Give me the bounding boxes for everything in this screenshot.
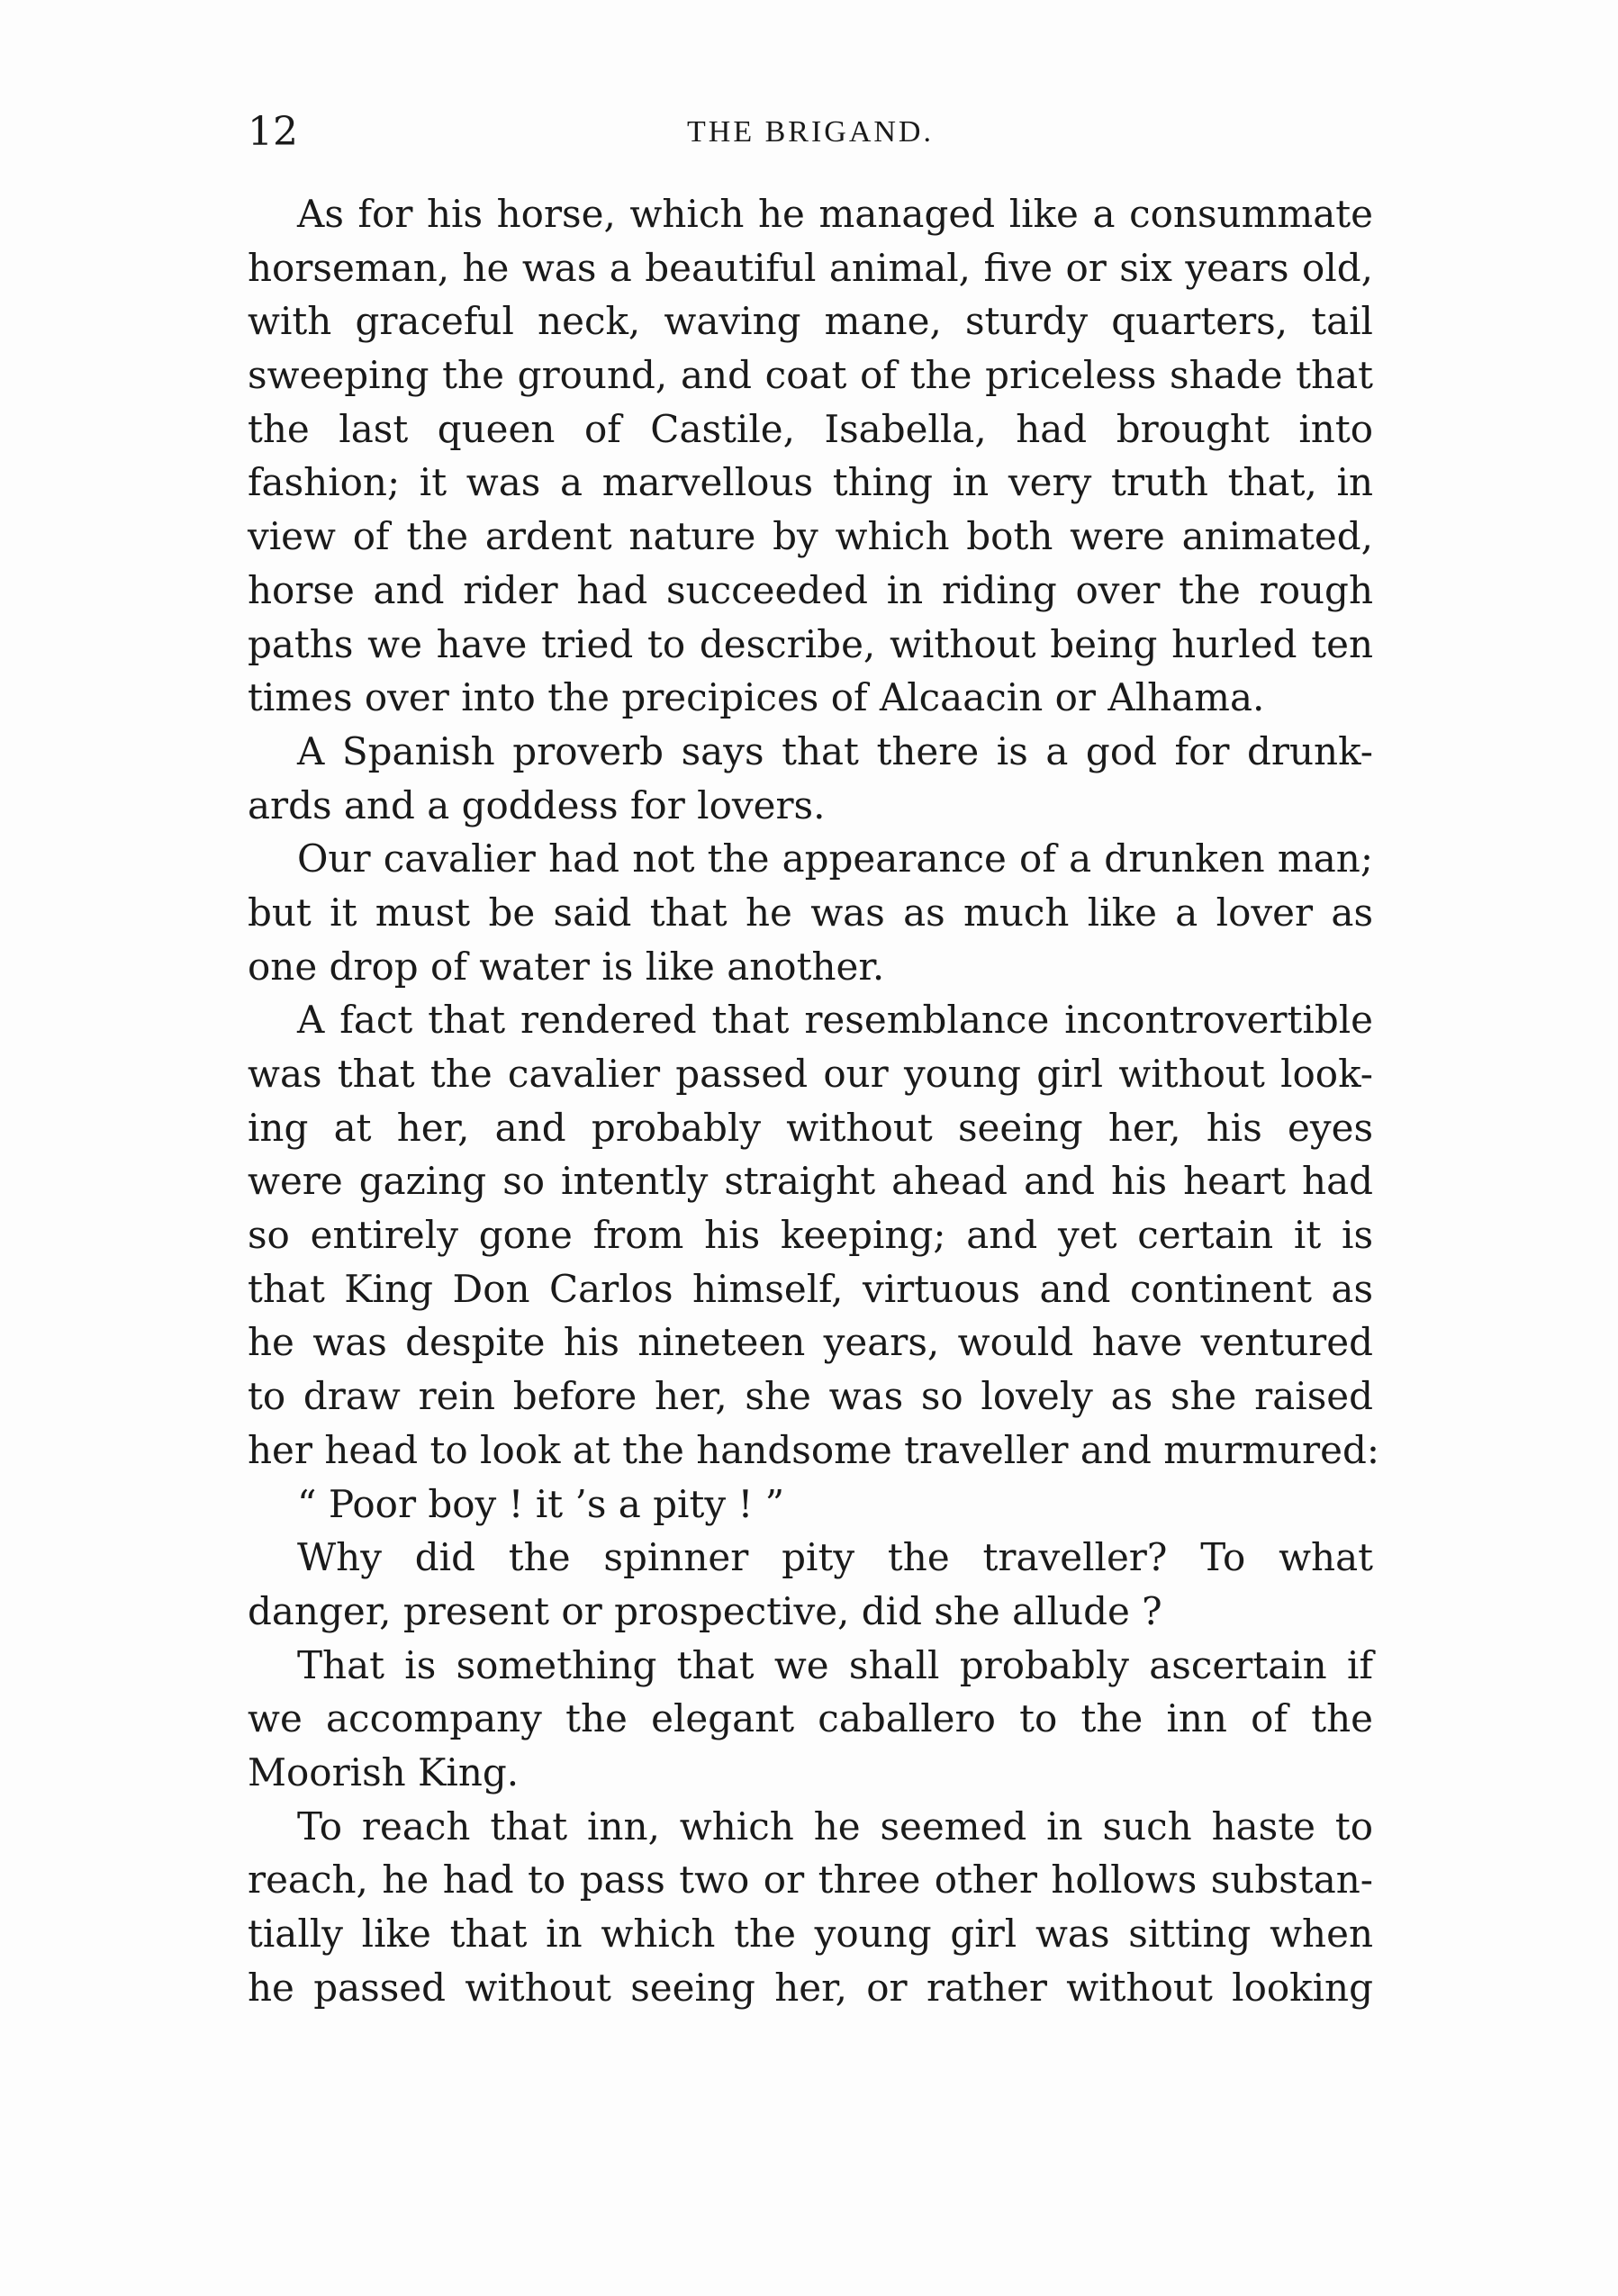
text-line: That is something that we shall probably ascertain if (297, 1642, 1373, 1687)
text-line: times over into the precipices of Alcaacin or Alhama. (248, 675, 1265, 720)
paragraph (248, 725, 1373, 832)
text-line: were gazing so intently straight ahead and his heart had (248, 1159, 1373, 1204)
text-line: with graceful neck, waving mane, sturdy quarters, tail (248, 299, 1373, 344)
text-line: As for his horse, which he managed like a consummate (297, 192, 1373, 236)
text-line: one drop of water is like another. (248, 944, 885, 989)
text-line: he passed without seeing her, or rather without looking (248, 1965, 1373, 2010)
text-line: but it must be said that he was as much like a lover as (248, 890, 1373, 935)
body-text (248, 187, 1379, 2014)
text-line: was that the cavalier passed our young girl without look- (248, 1052, 1373, 1096)
text-line: that King Don Carlos himself, virtuous and continent as (248, 1266, 1373, 1311)
page-number: 12 (248, 109, 298, 155)
text-line: horse and rider had succeeded in riding over the rough (248, 567, 1373, 612)
text-line: he was despite his nineteen years, would have ventured (248, 1320, 1373, 1365)
text-line: reach, he had to pass two or three other hollows substan- (248, 1858, 1373, 1903)
text-line: fashion; it was a marvellous thing in very truth that, in (248, 460, 1373, 505)
paragraph (248, 1478, 1373, 1532)
paragraph (248, 993, 1379, 1477)
running-title: THE BRIGAND. (687, 115, 934, 149)
paragraph (248, 1531, 1373, 1638)
text-line: so entirely gone from his keeping; and yet certain it is (248, 1213, 1373, 1258)
text-line: danger, present or prospective, did she allude ? (248, 1588, 1162, 1633)
text-line: Moorish King. (248, 1749, 520, 1794)
text-line: the last queen of Castile, Isabella, had brought into (248, 406, 1373, 451)
text-line: view of the ardent nature by which both were animated, (248, 514, 1373, 559)
text-line: “ Poor boy ! it ’s a pity ! ” (297, 1481, 785, 1526)
running-head (248, 101, 1373, 164)
text-line: sweeping the ground, and coat of the priceless shade that (248, 353, 1373, 398)
text-line: Our cavalier had not the appearance of a drunken man; (297, 836, 1373, 881)
text-line: A fact that rendered that resemblance incontrovertible (297, 998, 1373, 1043)
text-line: her head to look at the handsome traveller and murmured: (248, 1427, 1379, 1472)
text-line: Why did the spinner pity the traveller? To what (297, 1535, 1373, 1580)
paragraph (248, 187, 1373, 725)
text-line: ards and a goddess for lovers. (248, 782, 826, 827)
text-line: tially like that in which the young girl was sitting when (248, 1912, 1373, 1956)
paragraph (248, 1800, 1373, 2015)
paragraph (248, 832, 1373, 993)
text-line: to draw rein before her, she was so lovely as she raised (248, 1374, 1373, 1419)
text-line: A Spanish proverb says that there is a god for drunk- (297, 728, 1373, 773)
text-line: we accompany the elegant caballero to the inn of the (248, 1696, 1373, 1741)
text-line: horseman, he was a beautiful animal, five or six years old, (248, 245, 1373, 290)
text-line: paths we have tried to describe, without being hurled ten (248, 621, 1373, 666)
paragraph (248, 1639, 1373, 1800)
text-line: ing at her, and probably without seeing her, his eyes (248, 1105, 1373, 1150)
text-line: To reach that inn, which he seemed in such haste to (297, 1803, 1373, 1849)
